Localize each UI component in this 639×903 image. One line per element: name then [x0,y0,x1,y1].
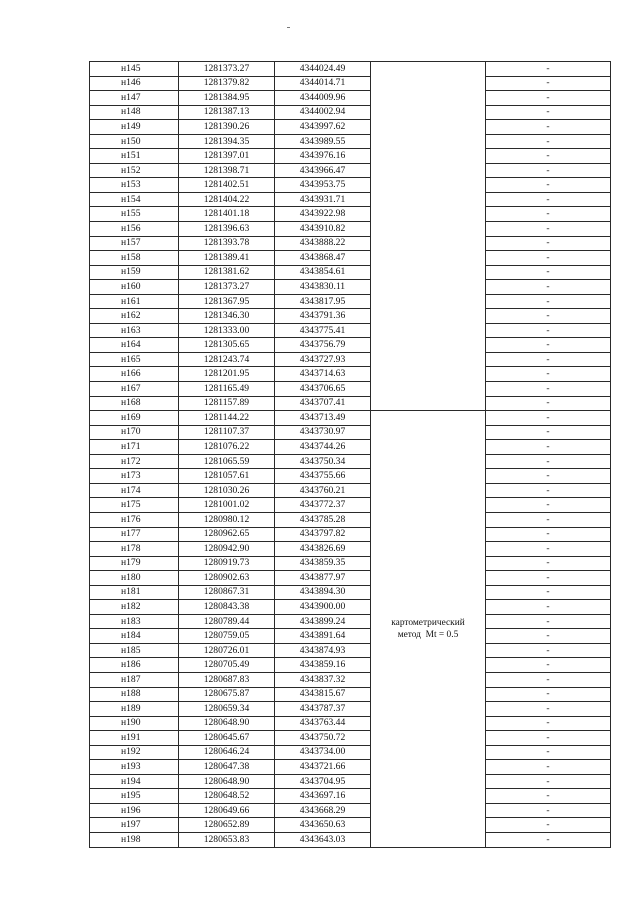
table-row [90,745,611,760]
x-coordinate-cell: 1281144.22 [179,411,275,426]
point-name-cell: н145 [90,62,179,77]
value-cell: - [486,76,611,91]
x-coordinate-cell: 1280648.52 [179,789,275,804]
y-coordinate-cell: 4343815.67 [275,687,371,702]
y-coordinate-cell: 4343785.28 [275,512,371,527]
value-cell: - [486,658,611,673]
x-coordinate-cell: 1281346.30 [179,309,275,324]
x-coordinate-cell: 1281401.18 [179,207,275,222]
table-row [90,716,611,731]
x-coordinate-cell: 1280659.34 [179,702,275,717]
value-cell: - [486,832,611,847]
table-row [90,556,611,571]
value-cell: - [486,571,611,586]
x-coordinate-cell: 1281389.41 [179,251,275,266]
point-name-cell: н161 [90,294,179,309]
table-row [90,832,611,847]
y-coordinate-cell: 4343910.82 [275,222,371,237]
point-name-cell: н189 [90,702,179,717]
x-coordinate-cell: 1281379.82 [179,76,275,91]
value-cell: - [486,105,611,120]
y-coordinate-cell: 4343707.41 [275,396,371,411]
x-coordinate-cell: 1280867.31 [179,585,275,600]
y-coordinate-cell: 4343775.41 [275,323,371,338]
point-name-cell: н198 [90,832,179,847]
x-coordinate-cell: 1281201.95 [179,367,275,382]
x-coordinate-cell: 1280902.63 [179,571,275,586]
point-name-cell: н158 [90,251,179,266]
x-coordinate-cell: 1281107.37 [179,425,275,440]
y-coordinate-cell: 4343643.03 [275,832,371,847]
x-coordinate-cell: 1280726.01 [179,643,275,658]
value-cell: - [486,120,611,135]
point-name-cell: н156 [90,222,179,237]
value-cell: - [486,643,611,658]
y-coordinate-cell: 4343899.24 [275,614,371,629]
value-cell: - [486,352,611,367]
point-name-cell: н172 [90,454,179,469]
table-row [90,120,611,135]
point-name-cell: н195 [90,789,179,804]
point-name-cell: н153 [90,178,179,193]
value-cell: - [486,236,611,251]
y-coordinate-cell: 4343877.97 [275,571,371,586]
y-coordinate-cell: 4343650.63 [275,818,371,833]
point-name-cell: н164 [90,338,179,353]
table-row [90,542,611,557]
method-cell [371,411,486,847]
table-row [90,702,611,717]
x-coordinate-cell: 1280687.83 [179,672,275,687]
point-name-cell: н196 [90,803,179,818]
y-coordinate-cell: 4343730.97 [275,425,371,440]
y-coordinate-cell: 4343763.44 [275,716,371,731]
x-coordinate-cell: 1281387.13 [179,105,275,120]
value-cell: - [486,469,611,484]
table-row [90,760,611,775]
value-cell: - [486,818,611,833]
point-name-cell: н159 [90,265,179,280]
y-coordinate-cell: 4343791.36 [275,309,371,324]
value-cell: - [486,280,611,295]
coordinates-table [89,61,611,848]
y-coordinate-cell: 4343772.37 [275,498,371,513]
point-name-cell: н166 [90,367,179,382]
point-name-cell: н187 [90,672,179,687]
x-coordinate-cell: 1280648.90 [179,716,275,731]
x-coordinate-cell: 1281404.22 [179,192,275,207]
table-row [90,265,611,280]
y-coordinate-cell: 4343750.72 [275,731,371,746]
x-coordinate-cell: 1280919.73 [179,556,275,571]
table-row [90,818,611,833]
value-cell: - [486,178,611,193]
x-coordinate-cell: 1281373.27 [179,280,275,295]
table-row [90,469,611,484]
table-row [90,440,611,455]
point-name-cell: н160 [90,280,179,295]
y-coordinate-cell: 4343989.55 [275,134,371,149]
x-coordinate-cell: 1281030.26 [179,483,275,498]
value-cell: - [486,309,611,324]
y-coordinate-cell: 4344024.49 [275,62,371,77]
point-name-cell: н154 [90,192,179,207]
y-coordinate-cell: 4343859.16 [275,658,371,673]
value-cell: - [486,542,611,557]
table-row [90,614,611,629]
x-coordinate-cell: 1281065.59 [179,454,275,469]
y-coordinate-cell: 4343817.95 [275,294,371,309]
point-name-cell: н151 [90,149,179,164]
value-cell: - [486,774,611,789]
page-mark [287,27,290,28]
x-coordinate-cell: 1280652.89 [179,818,275,833]
x-coordinate-cell: 1281057.61 [179,469,275,484]
value-cell: - [486,251,611,266]
point-name-cell: н168 [90,396,179,411]
table-body-lower [90,411,611,847]
value-cell: - [486,62,611,77]
y-coordinate-cell: 4343837.32 [275,672,371,687]
x-coordinate-cell: 1281157.89 [179,396,275,411]
x-coordinate-cell: 1280648.90 [179,774,275,789]
x-coordinate-cell: 1280705.49 [179,658,275,673]
y-coordinate-cell: 4343830.11 [275,280,371,295]
point-name-cell: н148 [90,105,179,120]
value-cell: - [486,149,611,164]
table-row [90,309,611,324]
y-coordinate-cell: 4343760.21 [275,483,371,498]
table-row [90,498,611,513]
value-cell: - [486,527,611,542]
point-name-cell: н165 [90,352,179,367]
x-coordinate-cell: 1280789.44 [179,614,275,629]
x-coordinate-cell: 1281393.78 [179,236,275,251]
table-row [90,483,611,498]
point-name-cell: н193 [90,760,179,775]
table-row [90,629,611,644]
x-coordinate-cell: 1281305.65 [179,338,275,353]
point-name-cell: н177 [90,527,179,542]
point-name-cell: н179 [90,556,179,571]
table-row [90,658,611,673]
y-coordinate-cell: 4343931.71 [275,192,371,207]
value-cell: - [486,294,611,309]
method-line-2: метод Mt = 0.5 [397,629,459,640]
x-coordinate-cell: 1281398.71 [179,163,275,178]
y-coordinate-cell: 4343922.98 [275,207,371,222]
x-coordinate-cell: 1280843.38 [179,600,275,615]
value-cell: - [486,745,611,760]
x-coordinate-cell: 1281367.95 [179,294,275,309]
y-coordinate-cell: 4343756.79 [275,338,371,353]
x-coordinate-cell: 1280645.67 [179,731,275,746]
value-cell: - [486,512,611,527]
table-row [90,411,611,426]
value-cell: - [486,614,611,629]
point-name-cell: н169 [90,411,179,426]
point-name-cell: н149 [90,120,179,135]
x-coordinate-cell: 1281165.49 [179,382,275,397]
x-coordinate-cell: 1281243.74 [179,352,275,367]
table-row [90,396,611,411]
table-row [90,134,611,149]
x-coordinate-cell: 1280647.38 [179,760,275,775]
table-row [90,91,611,106]
y-coordinate-cell: 4343668.29 [275,803,371,818]
table-row [90,207,611,222]
table-row [90,367,611,382]
value-cell: - [486,760,611,775]
value-cell: - [486,731,611,746]
y-coordinate-cell: 4343894.30 [275,585,371,600]
table-row [90,687,611,702]
point-name-cell: н173 [90,469,179,484]
value-cell: - [486,207,611,222]
y-coordinate-cell: 4343750.34 [275,454,371,469]
point-name-cell: н157 [90,236,179,251]
x-coordinate-cell: 1281384.95 [179,91,275,106]
value-cell: - [486,629,611,644]
y-coordinate-cell: 4343755.66 [275,469,371,484]
y-coordinate-cell: 4343966.47 [275,163,371,178]
y-coordinate-cell: 4343868.47 [275,251,371,266]
table-row [90,803,611,818]
y-coordinate-cell: 4343713.49 [275,411,371,426]
value-cell: - [486,411,611,426]
table-row [90,600,611,615]
point-name-cell: н175 [90,498,179,513]
table-row [90,192,611,207]
value-cell: - [486,338,611,353]
value-cell: - [486,425,611,440]
y-coordinate-cell: 4343874.93 [275,643,371,658]
y-coordinate-cell: 4343953.75 [275,178,371,193]
value-cell: - [486,672,611,687]
point-name-cell: н183 [90,614,179,629]
value-cell: - [486,396,611,411]
value-cell: - [486,687,611,702]
point-name-cell: н194 [90,774,179,789]
value-cell: - [486,134,611,149]
y-coordinate-cell: 4343854.61 [275,265,371,280]
value-cell: - [486,702,611,717]
y-coordinate-cell: 4343888.22 [275,236,371,251]
point-name-cell: н162 [90,309,179,324]
value-cell: - [486,498,611,513]
x-coordinate-cell: 1280942.90 [179,542,275,557]
table-body-upper [90,62,611,411]
point-name-cell: н180 [90,571,179,586]
table-row [90,222,611,237]
value-cell: - [486,222,611,237]
x-coordinate-cell: 1280646.24 [179,745,275,760]
table-row [90,454,611,469]
point-name-cell: н188 [90,687,179,702]
y-coordinate-cell: 4343891.64 [275,629,371,644]
y-coordinate-cell: 4343797.82 [275,527,371,542]
table-row [90,585,611,600]
value-cell: - [486,600,611,615]
x-coordinate-cell: 1281397.01 [179,149,275,164]
method-cell-empty [371,62,486,411]
y-coordinate-cell: 4343997.62 [275,120,371,135]
table-row [90,294,611,309]
point-name-cell: н167 [90,382,179,397]
value-cell: - [486,323,611,338]
table-row [90,76,611,91]
table-row [90,672,611,687]
table-row [90,571,611,586]
table-row [90,425,611,440]
point-name-cell: н178 [90,542,179,557]
x-coordinate-cell: 1280653.83 [179,832,275,847]
point-name-cell: н181 [90,585,179,600]
table-row [90,62,611,77]
point-name-cell: н184 [90,629,179,644]
x-coordinate-cell: 1280962.65 [179,527,275,542]
y-coordinate-cell: 4344014.71 [275,76,371,91]
table-row [90,527,611,542]
value-cell: - [486,382,611,397]
point-name-cell: н170 [90,425,179,440]
y-coordinate-cell: 4343787.37 [275,702,371,717]
y-coordinate-cell: 4343976.16 [275,149,371,164]
point-name-cell: н185 [90,643,179,658]
y-coordinate-cell: 4343826.69 [275,542,371,557]
point-name-cell: н163 [90,323,179,338]
x-coordinate-cell: 1281396.63 [179,222,275,237]
y-coordinate-cell: 4343721.66 [275,760,371,775]
x-coordinate-cell: 1280649.66 [179,803,275,818]
x-coordinate-cell: 1280675.87 [179,687,275,702]
value-cell: - [486,789,611,804]
table-row [90,251,611,266]
point-name-cell: н192 [90,745,179,760]
point-name-cell: н176 [90,512,179,527]
table-row [90,280,611,295]
point-name-cell: н146 [90,76,179,91]
table-row [90,643,611,658]
y-coordinate-cell: 4343714.63 [275,367,371,382]
point-name-cell: н186 [90,658,179,673]
value-cell: - [486,803,611,818]
value-cell: - [486,367,611,382]
point-name-cell: н171 [90,440,179,455]
point-name-cell: н197 [90,818,179,833]
table-row [90,105,611,120]
method-line-1: картометрический [391,617,465,628]
value-cell: - [486,556,611,571]
y-coordinate-cell: 4343697.16 [275,789,371,804]
table-row [90,352,611,367]
y-coordinate-cell: 4343859.35 [275,556,371,571]
table-row [90,512,611,527]
value-cell: - [486,163,611,178]
x-coordinate-cell: 1281390.26 [179,120,275,135]
point-name-cell: н152 [90,163,179,178]
table-row [90,774,611,789]
value-cell: - [486,265,611,280]
x-coordinate-cell: 1281001.02 [179,498,275,513]
value-cell: - [486,483,611,498]
x-coordinate-cell: 1281333.00 [179,323,275,338]
y-coordinate-cell: 4343704.95 [275,774,371,789]
table-row [90,163,611,178]
x-coordinate-cell: 1281076.22 [179,440,275,455]
table-row [90,382,611,397]
point-name-cell: н150 [90,134,179,149]
x-coordinate-cell: 1281381.62 [179,265,275,280]
x-coordinate-cell: 1280980.12 [179,512,275,527]
table-row [90,149,611,164]
y-coordinate-cell: 4343900.00 [275,600,371,615]
table-row [90,338,611,353]
point-name-cell: н155 [90,207,179,222]
point-name-cell: н174 [90,483,179,498]
x-coordinate-cell: 1281394.35 [179,134,275,149]
x-coordinate-cell: 1281373.27 [179,62,275,77]
x-coordinate-cell: 1280759.05 [179,629,275,644]
value-cell: - [486,585,611,600]
y-coordinate-cell: 4343744.26 [275,440,371,455]
value-cell: - [486,192,611,207]
y-coordinate-cell: 4344009.96 [275,91,371,106]
y-coordinate-cell: 4343706.65 [275,382,371,397]
value-cell: - [486,716,611,731]
point-name-cell: н190 [90,716,179,731]
x-coordinate-cell: 1281402.51 [179,178,275,193]
table-row [90,789,611,804]
value-cell: - [486,440,611,455]
point-name-cell: н182 [90,600,179,615]
table-row [90,236,611,251]
point-name-cell: н147 [90,91,179,106]
y-coordinate-cell: 4343734.00 [275,745,371,760]
y-coordinate-cell: 4343727.93 [275,352,371,367]
value-cell: - [486,454,611,469]
table-row [90,178,611,193]
point-name-cell: н191 [90,731,179,746]
table-row [90,323,611,338]
value-cell: - [486,91,611,106]
table-row [90,731,611,746]
y-coordinate-cell: 4344002.94 [275,105,371,120]
